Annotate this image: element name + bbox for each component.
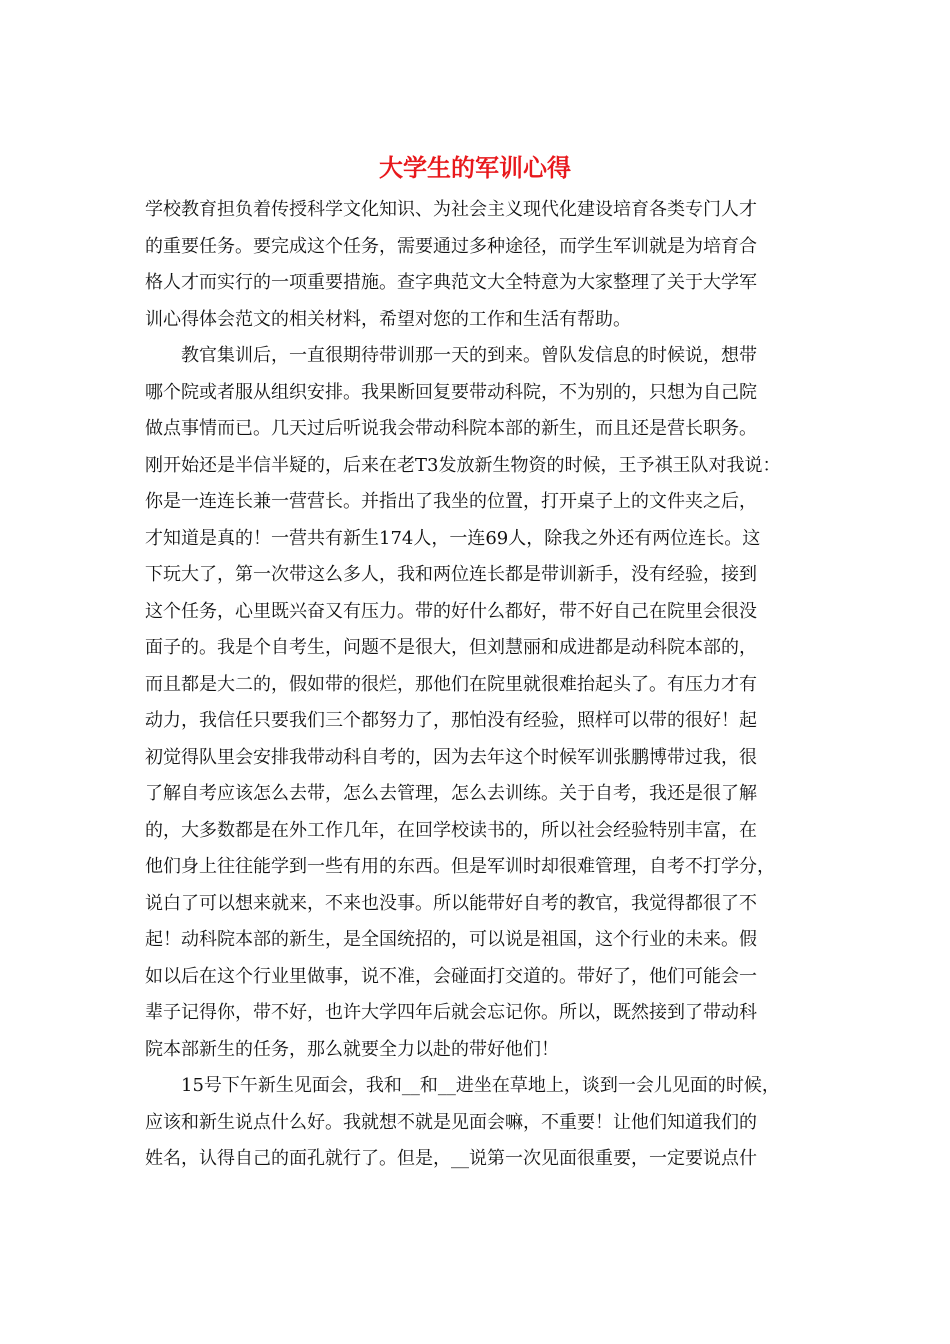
paragraph-2-line: 下玩大了，第一次带这么多人，我和两位连长都是带训新手，没有经验，接到 — [145, 564, 757, 585]
paragraph-1-line: 学校教育担负着传授科学文化知识、为社会主义现代化建设培育各类专门人才 — [145, 199, 757, 220]
paragraph-2-line: 教官集训后，一直很期待带训那一天的到来。曾队发信息的时候说，想带 — [181, 345, 757, 366]
paragraph-2-line: 如以后在这个行业里做事，说不准，会碰面打交道的。带好了，他们可能会一 — [145, 965, 757, 987]
paragraph-1-line: 格人才而实行的一项重要措施。查字典范文大全特意为大家整理了关于大学军 — [145, 272, 757, 293]
paragraph-2-line: 你是一连连长兼一营营长。并指出了我坐的位置，打开桌子上的文件夹之后， — [145, 491, 757, 512]
paragraph-1-line: 训心得体会范文的相关材料，希望对您的工作和生活有帮助。 — [145, 308, 631, 330]
paragraph-2-line: 辈子记得你，带不好，也许大学四年后就会忘记你。所以，既然接到了带动科 — [145, 1002, 757, 1023]
paragraph-2-line: 他们身上往往能学到一些有用的东西。但是军训时却很难管理，自考不打学分， — [145, 856, 775, 877]
paragraph-3-line: 应该和新生说点什么好。我就想不就是见面会嘛，不重要！让他们知道我们的 — [145, 1111, 757, 1133]
paragraph-3-line: 姓名，认得自己的面孔就行了。但是，__说第一次见面很重要，一定要说点什 — [145, 1148, 757, 1169]
paragraph-2-line: 这个任务，心里既兴奋又有压力。带的好什么都好，带不好自己在院里会很没 — [145, 600, 757, 622]
paragraph-2-line: 的，大多数都是在外工作几年，在回学校读书的，所以社会经验特别丰富，在 — [145, 819, 757, 841]
paragraph-2-line: 院本部新生的任务，那么就要全力以赴的带好他们！ — [145, 1038, 559, 1060]
paragraph-1-line: 的重要任务。要完成这个任务，需要通过多种途径，而学生军训就是为培育合 — [145, 235, 757, 257]
document-title: 大学生的军训心得 — [379, 153, 571, 182]
paragraph-2-line: 面子的。我是个自考生，问题不是很大，但刘慧丽和成进都是动科院本部的， — [145, 637, 757, 658]
paragraph-2-line: 刚开始还是半信半疑的，后来在老T3发放新生物资的时候，王予祺王队对我说： — [145, 454, 781, 476]
paragraph-2-line: 哪个院或者服从组织安排。我果断回复要带动科院，不为别的，只想为自己院 — [145, 381, 757, 403]
paragraph-3-line: 15号下午新生见面会，我和__和__进坐在草地上，谈到一会儿见面的时候， — [181, 1075, 780, 1096]
paragraph-2-line: 了解自考应该怎么去带，怎么去管理，怎么去训练。关于自考，我还是很了解 — [145, 783, 757, 804]
paragraph-2-line: 才知道是真的！一营共有新生174人，一连69人，除我之外还有两位连长。这 — [145, 527, 761, 549]
paragraph-2-line: 动力，我信任只要我们三个都努力了，那怕没有经验，照样可以带的很好！起 — [145, 710, 757, 731]
paragraph-2-line: 说白了可以想来就来，不来也没事。所以能带好自考的教官，我觉得都很了不 — [145, 892, 757, 914]
document-body — [145, 192, 810, 1178]
paragraph-2-line: 做点事情而已。几天过后听说我会带动科院本部的新生，而且还是营长职务。 — [145, 418, 757, 439]
paragraph-2-line: 起！动科院本部的新生，是全国统招的，可以说是祖国，这个行业的未来。假 — [145, 929, 757, 950]
paragraph-2-line: 而且都是大二的，假如带的很烂，那他们在院里就很难抬起头了。有压力才有 — [145, 673, 757, 695]
paragraph-2-line: 初觉得队里会安排我带动科自考的，因为去年这个时候军训张鹏博带过我，很 — [145, 746, 757, 768]
